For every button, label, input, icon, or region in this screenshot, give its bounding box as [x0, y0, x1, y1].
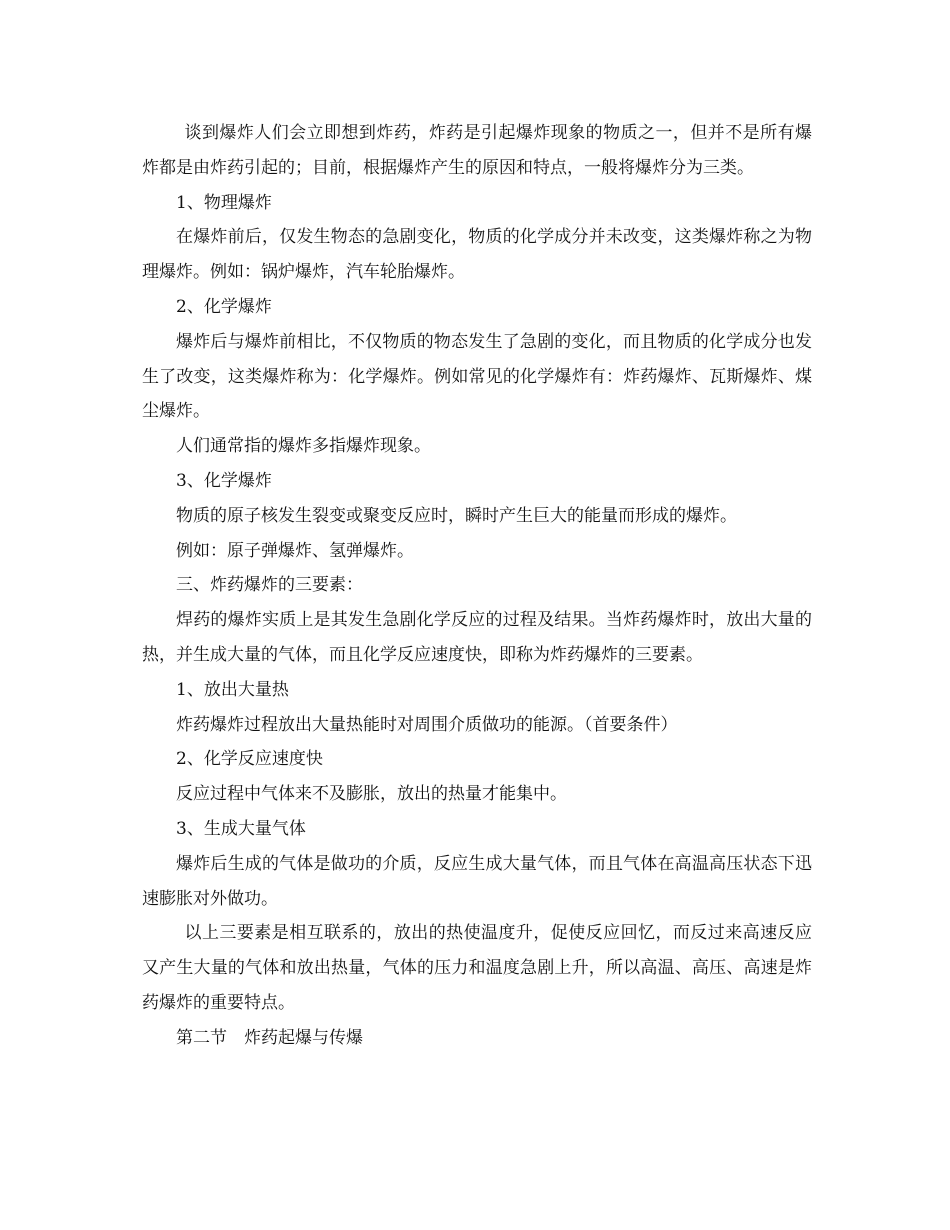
- heading-gas-generation: 3、生成大量气体: [176, 818, 306, 839]
- heading-chemical-explosion: 2、化学爆炸: [176, 296, 272, 317]
- paragraph-three-elements: 焊药的爆炸实质上是其发生急剧化学反应的过程及结果。当炸药爆炸时，放出大量的热，并生成大量的气体，而且化学反应速度快，即称为炸药爆炸的三要素。: [142, 610, 812, 665]
- paragraph-physical-explosion: 在爆炸前后，仅发生物态的急剧变化，物质的化学成分并未改变，这类爆炸称之为物理爆炸。例如：锅炉爆炸，汽车轮胎爆炸。: [142, 227, 812, 283]
- paragraph-gas-generation: 爆炸后生成的气体是做功的介质，反应生成大量气体，而且气体在高温高压状态下迅速膨胀对外做功。: [142, 853, 812, 909]
- heading-section-two: 第二节 炸药起爆与传爆: [176, 1027, 363, 1048]
- heading-physical-explosion: 1、物理爆炸: [176, 192, 272, 213]
- paragraph-reaction-speed: 反应过程中气体来不及膨胀，放出的热量才能集中。: [176, 784, 567, 805]
- paragraph-intro: 谈到爆炸人们会立即想到炸药，炸药是引起爆炸现象的物质之一，但并不是所有爆炸都是由炸药引起的；目前，根据爆炸产生的原因和特点，一般将爆炸分为三类。: [142, 123, 812, 178]
- heading-reaction-speed: 2、化学反应速度快: [176, 749, 323, 770]
- paragraph-chemical-explosion: 爆炸后与爆炸前相比，不仅物质的物态发生了急剧的变化，而且物质的化学成分也发生了改变，这类爆炸称为：化学爆炸。例如常见的化学爆炸有：炸药爆炸、瓦斯爆炸、煤尘爆炸。: [142, 331, 812, 422]
- paragraph-summary: 以上三要素是相互联系的，放出的热使温度升，促使反应回忆，而反过来高速反应又产生大量的气体和放出热量，气体的压力和温度急剧上升，所以高温、高压、高速是炸药爆炸的重要特点。: [142, 923, 812, 1013]
- paragraph-heat-release: 炸药爆炸过程放出大量热能时对周围介质做功的能源。（首要条件）: [176, 714, 678, 735]
- document-body: [142, 116, 812, 1056]
- paragraph-common-explosion: 人们通常指的爆炸多指爆炸现象。: [176, 436, 431, 457]
- heading-heat-release: 1、放出大量热: [176, 679, 289, 700]
- paragraph-nuclear-example: 例如：原子弹爆炸、氢弹爆炸。: [176, 540, 414, 561]
- heading-chemical-explosion-3: 3、化学爆炸: [176, 470, 272, 491]
- heading-three-elements: 三、炸药爆炸的三要素：: [176, 575, 363, 596]
- paragraph-nuclear-reaction: 物质的原子核发生裂变或聚变反应时，瞬时产生巨大的能量而形成的爆炸。: [176, 505, 737, 526]
